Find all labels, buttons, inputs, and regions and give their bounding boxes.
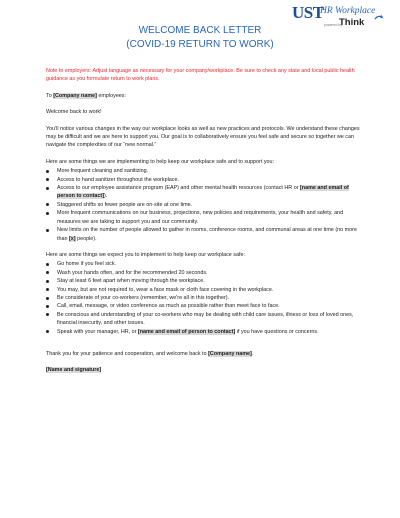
bullet-icon	[46, 212, 49, 215]
list-item: Access to hand sanitizer throughout the workplace.	[46, 176, 364, 184]
list-item: Call, email, message, or video conference as much as possible rather than meet face to face.	[46, 302, 364, 310]
logo-partner: Think	[339, 17, 365, 28]
list-item: You may, but are not required to, wear a face mask or cloth face covering in the workplace.	[46, 286, 364, 294]
list-item: New limits on the number of people allowed to gather in rooms, conference rooms, and communal areas at one time (no more than [x] people).	[46, 226, 364, 243]
list-item: Staggered shifts so fewer people are on-site at one time.	[46, 201, 364, 209]
bullet-icon	[46, 297, 49, 300]
bullet-icon	[46, 229, 49, 232]
bullet-icon	[46, 330, 49, 333]
addressee-line: To [Company name] employees:	[46, 92, 127, 99]
think-arrow-icon	[374, 15, 384, 23]
list-item: Stay at least 6 feet apart when moving through the workplace.	[46, 277, 364, 285]
bullet-icon	[46, 263, 49, 266]
closing-line: Thank you for your patience and cooperation, and welcome back to [Company name].	[46, 350, 254, 357]
bullet-icon	[46, 187, 49, 190]
intro-paragraph: You'll notice various changes in the way our workplace looks as well as new practices and protocols. We understand these changes may be difficult and we are here to support you. Our goal is to collaboratively ensure you feel safe and secure so together we can navigate the complexities of our “new normal.”	[46, 125, 360, 149]
employee-expectations-list	[46, 260, 364, 336]
list-item: Access to our employee assistance program (EAP) and other mental health resources (contact HR or [name and email of person to contact]).	[46, 184, 364, 201]
bullet-icon	[46, 305, 49, 308]
bullet-icon	[46, 280, 49, 283]
company-name-placeholder: [Company name]	[53, 92, 97, 99]
list-item: Be considerate of your co-workers (remember, we're all in this together).	[46, 294, 364, 302]
people-limit-placeholder: [x]	[69, 235, 76, 242]
contact-placeholder: [name and email of person to contact]	[57, 185, 349, 200]
letter-body	[46, 67, 364, 383]
bullet-icon	[46, 170, 49, 173]
employer-note: Note to employers: Adjust language as necessary for your company/workplace. Be sure to check any state and local public health guidance as you formulate return to work plans.	[46, 68, 355, 83]
bullet-icon	[46, 203, 49, 206]
list-item: More frequent communications on our business, projections, new policies and requirements, your health and safety, and measures we are taking to support you and our community.	[46, 209, 364, 226]
contact-placeholder: [name and email of person to contact]	[137, 328, 236, 335]
bullet-icon	[46, 313, 49, 316]
list-item: Be conscious and understanding of your co-workers who may be dealing with child care issues, illness or loss of loved ones, financial insecurity, and other issues.	[46, 311, 364, 328]
signature-line	[46, 366, 364, 374]
letter-title: WELCOME BACK LETTER	[138, 25, 262, 36]
bullet-icon	[46, 271, 49, 274]
company-name-placeholder: [Company name]	[208, 350, 252, 357]
list-item: More frequent cleaning and sanitizing.	[46, 167, 364, 175]
logo-brand: UST	[292, 3, 324, 22]
logo-powered-by: powered by	[324, 23, 343, 27]
signature-placeholder: [Name and signature]	[46, 367, 102, 374]
welcome-line: Welcome back to work!	[46, 109, 102, 116]
list-item: Go home if you feel sick.	[46, 260, 364, 268]
logo-product: HR Workplace	[320, 6, 376, 16]
bullet-icon	[46, 288, 49, 291]
letter-subtitle: (COVID-19 RETURN TO WORK)	[126, 39, 274, 50]
employee-expectations-heading: Here are some things we expect you to implement to help keep our workplace safe:	[46, 251, 245, 258]
employer-measures-heading: Here are some things we are implementing to help keep our workplace safe and to support you:	[46, 158, 275, 165]
employer-measures-list	[46, 167, 364, 243]
list-item: Speak with your manager, HR, or [name and email of person to contact] if you have questions or concerns.	[46, 328, 364, 336]
list-item: Wash your hands often, and for the recommended 20 seconds.	[46, 269, 364, 277]
bullet-icon	[46, 178, 49, 181]
